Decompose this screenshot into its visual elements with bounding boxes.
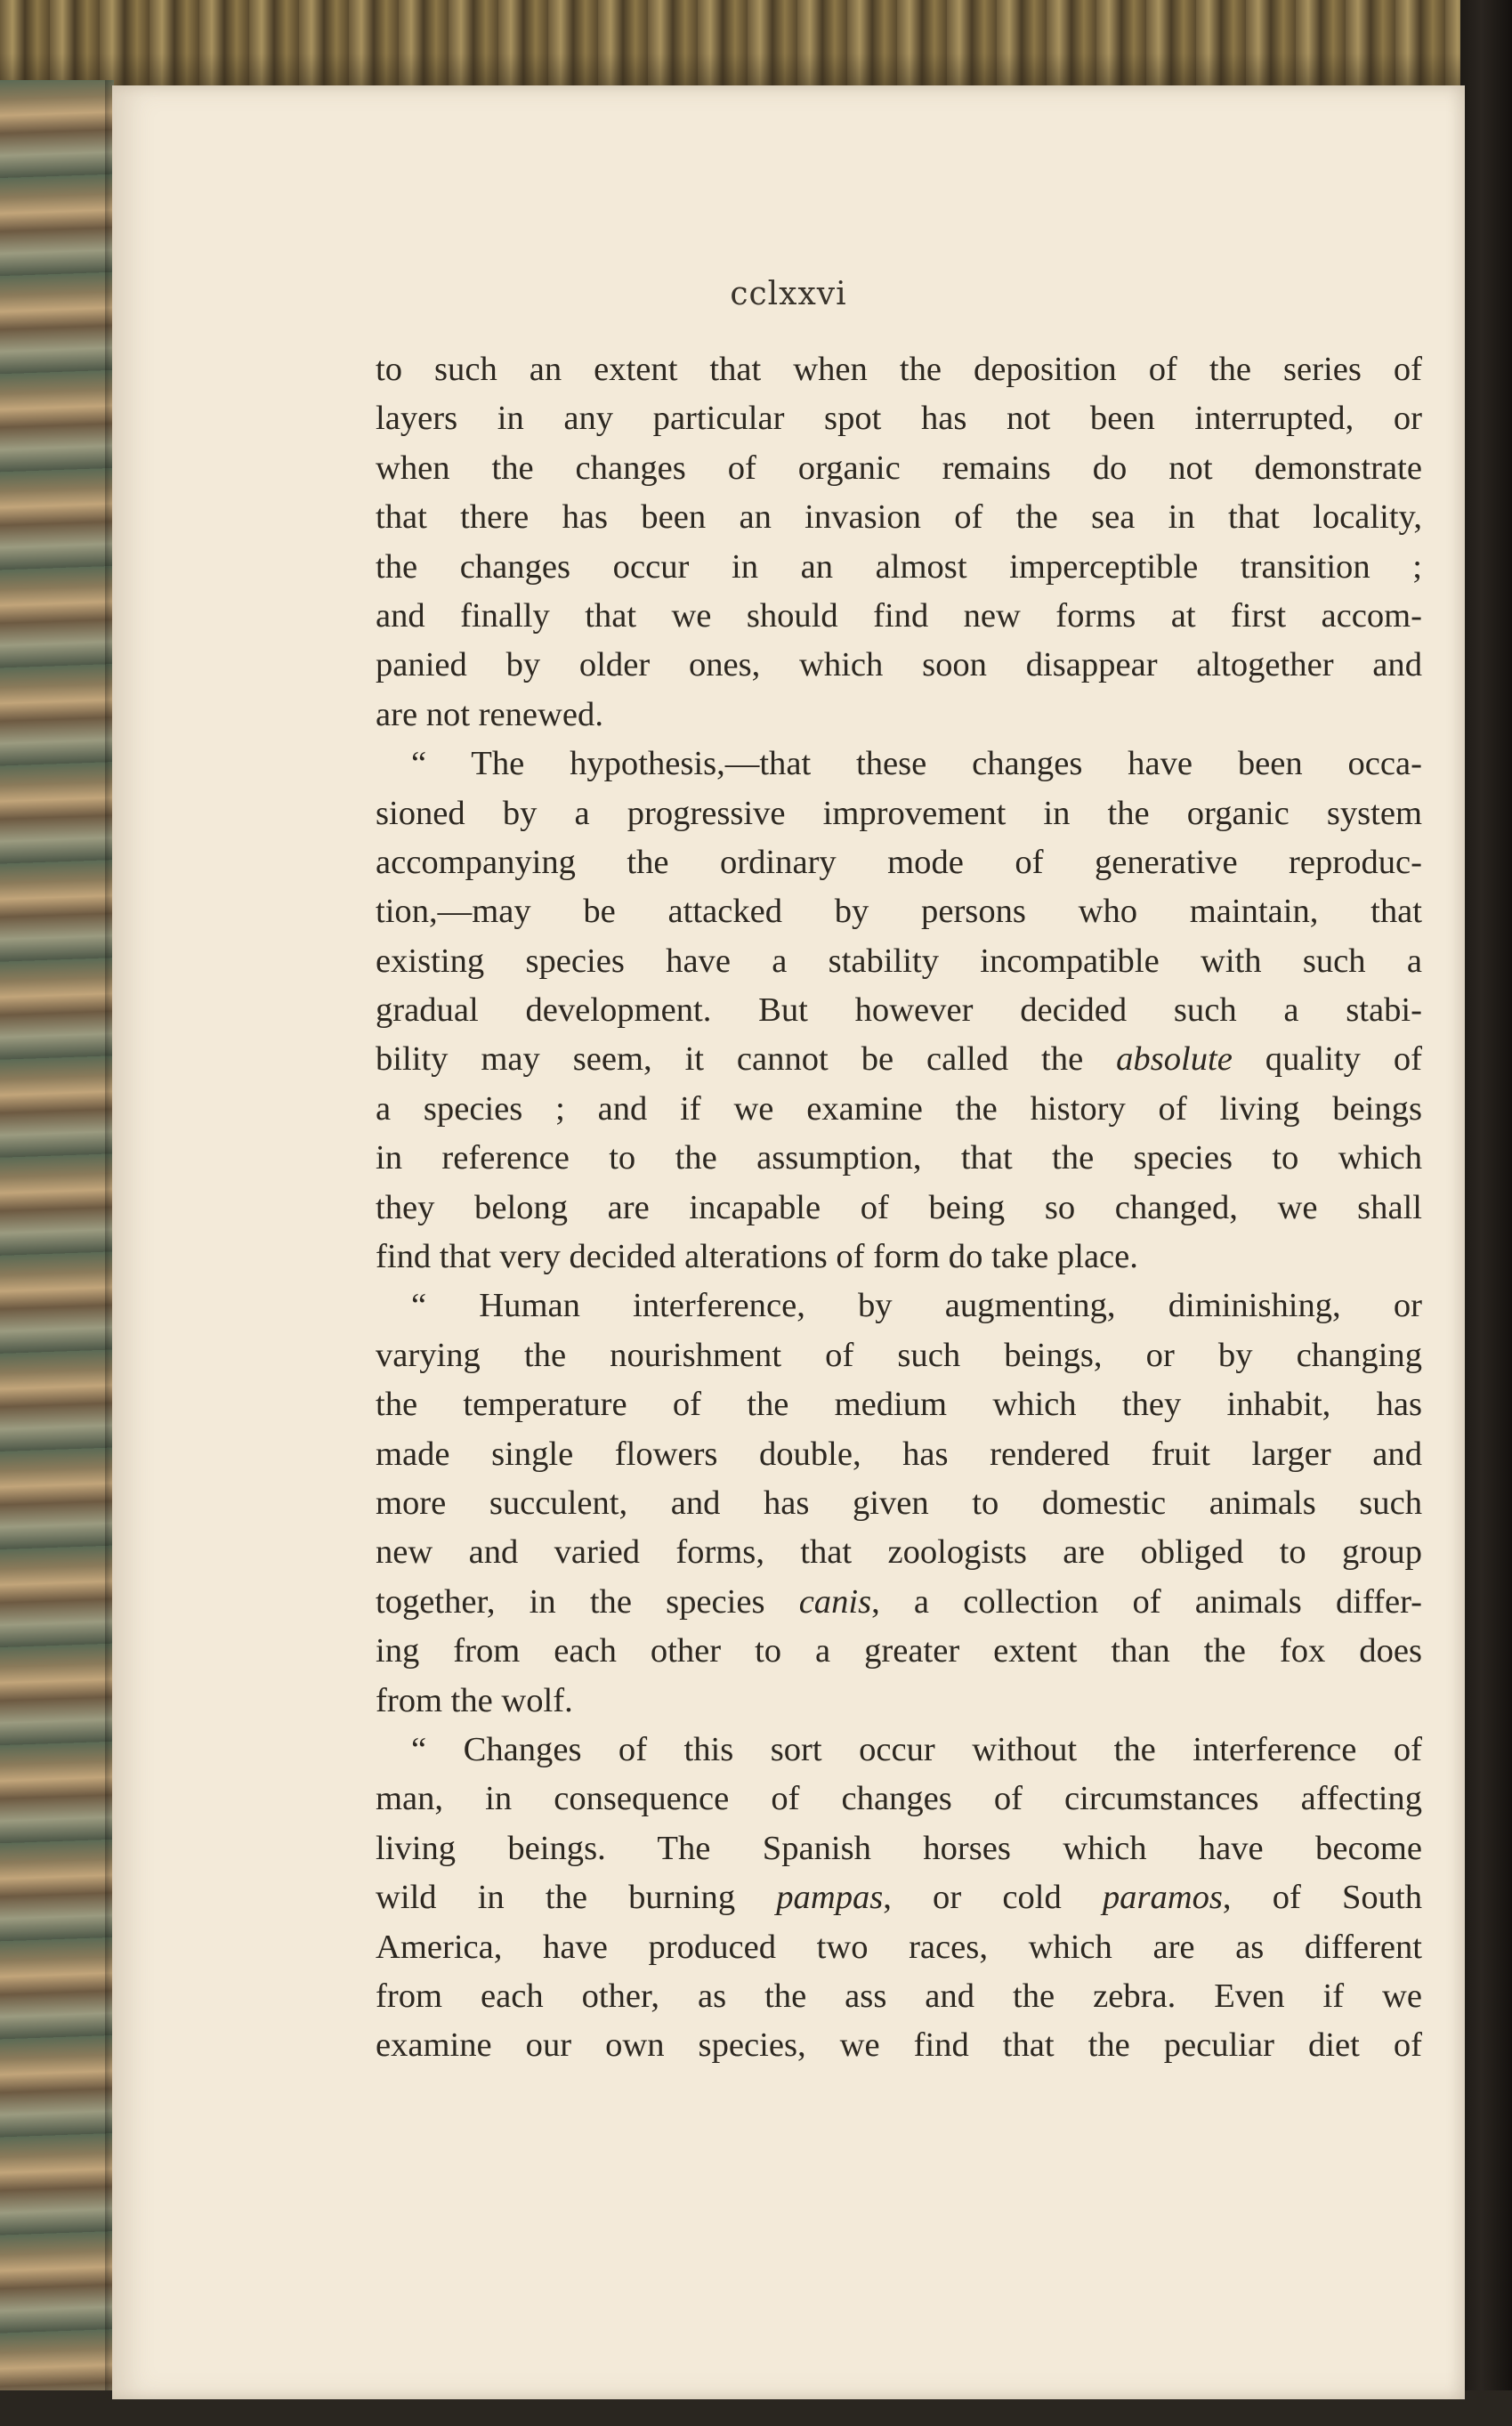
text-segment: together, in the species	[376, 1582, 799, 1621]
text-line: tion,—may be attacked by persons who maintain, that	[376, 893, 1422, 931]
text-line: man, in consequence of changes of circumstances affecting	[376, 1780, 1422, 1818]
text-segment: quality of	[1232, 1040, 1422, 1079]
book-page	[112, 85, 1465, 2399]
text-line: the changes occur in an almost imperceptible transition ;	[376, 547, 1422, 586]
text-line: “ The hypothesis,—that these changes have been occa-	[411, 745, 1422, 783]
text-line: examine our own species, we find that the peculiar diet of	[376, 2026, 1422, 2065]
text-segment: , a collection of animals differ-	[871, 1582, 1422, 1621]
text-line: America, have produced two races, which are as different	[376, 1928, 1422, 1966]
text-line: made single flowers double, has rendered fruit larger and	[376, 1435, 1422, 1473]
text-line: find that very decided alterations of form do take place.	[376, 1238, 1138, 1276]
marbled-page-edge	[0, 80, 114, 2426]
text-line: layers in any particular spot has not been interrupted, or	[376, 400, 1422, 438]
text-line: “ Human interference, by augmenting, diminishing, or	[411, 1287, 1422, 1325]
text-line: accompanying the ordinary mode of generative reproduc-	[376, 843, 1422, 881]
text-line: that there has been an invasion of the sea in that locality,	[376, 498, 1422, 537]
text-line: panied by older ones, which soon disappear altogether and	[376, 646, 1422, 684]
text-segment: , of South	[1222, 1879, 1422, 1917]
text-line: varying the nourishment of such beings, or by changing	[376, 1336, 1422, 1374]
text-line: gradual development. But however decided such a stabi-	[376, 991, 1422, 1030]
text-line: new and varied forms, that zoologists are obliged to group	[376, 1533, 1422, 1572]
italic-term: paramos	[1102, 1879, 1223, 1917]
text-line: in reference to the assumption, that the species to which	[376, 1139, 1422, 1177]
page-number: cclxxvi	[730, 276, 847, 312]
italic-term: canis	[798, 1582, 872, 1621]
text-segment: bility may seem, it cannot be called the	[376, 1040, 1117, 1079]
text-line: “ Changes of this sort occur without the interference of	[411, 1730, 1422, 1768]
text-line: existing species have a stability incompatible with such a	[376, 942, 1422, 980]
text-line: ing from each other to a greater extent than the fox does	[376, 1632, 1422, 1670]
text-line: from each other, as the ass and the zebra. Even if we	[376, 1977, 1422, 2015]
book-cover-edge	[1460, 0, 1512, 2426]
body-text	[376, 345, 1422, 2071]
text-line	[376, 1873, 1422, 1922]
text-line: when the changes of organic remains do not demonstrate	[376, 449, 1422, 487]
text-line: more succulent, and has given to domestic animals such	[376, 1484, 1422, 1522]
text-line: sioned by a progressive improvement in the organic system	[376, 794, 1422, 832]
italic-term: absolute	[1116, 1040, 1233, 1079]
text-line: the temperature of the medium which they inhabit, has	[376, 1386, 1422, 1424]
text-line	[376, 1578, 1422, 1627]
text-line: are not renewed.	[376, 695, 603, 733]
text-line: a species ; and if we examine the history of living beings	[376, 1089, 1422, 1128]
text-line: and finally that we should find new forms at first accom-	[376, 596, 1422, 635]
italic-term: pampas	[776, 1879, 884, 1917]
text-line: from the wolf.	[376, 1681, 573, 1719]
text-segment: wild in the burning	[376, 1879, 777, 1917]
text-line: they belong are incapable of being so changed, we shall	[376, 1188, 1422, 1226]
text-segment: , or cold	[883, 1879, 1103, 1917]
text-line: living beings. The Spanish horses which have become	[376, 1829, 1422, 1867]
text-line: to such an extent that when the deposition of the series of	[376, 351, 1422, 388]
text-line	[376, 1035, 1422, 1084]
